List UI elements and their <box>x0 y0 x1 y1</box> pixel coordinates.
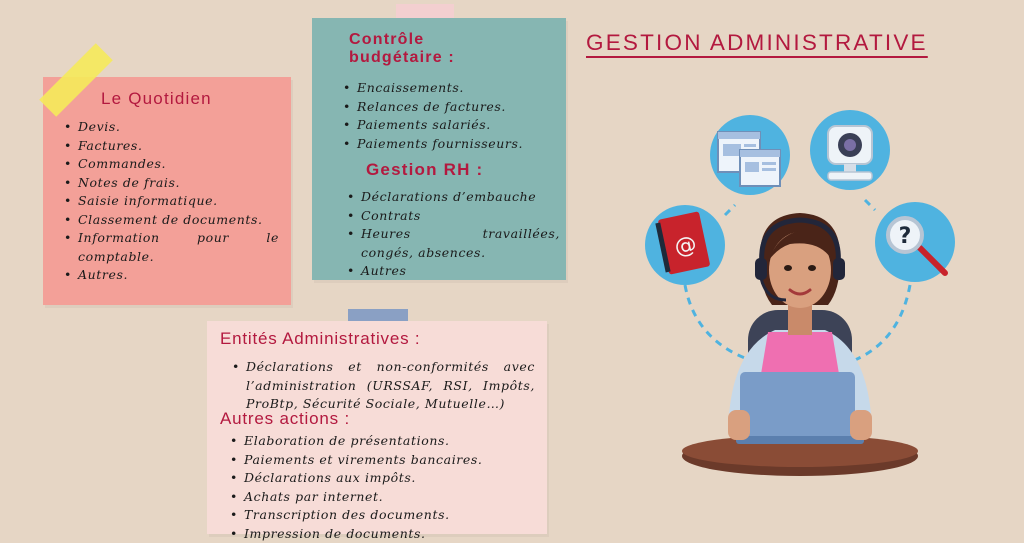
actions-heading: Autres actions : <box>220 409 350 429</box>
list-item: • Déclarations aux impôts. <box>227 469 537 488</box>
list-item: • Elaboration de présentations. <box>227 432 537 451</box>
budget-list <box>340 79 560 153</box>
entites-heading: Entités Administratives : <box>220 329 420 349</box>
laptop <box>740 372 855 444</box>
list-item-continuation: congés, absences. <box>344 244 560 263</box>
quotidien-note <box>43 77 291 305</box>
quotidien-heading: Le Quotidien <box>101 89 212 109</box>
budget-heading-line: budgétaire : <box>349 49 539 67</box>
address-book-icon <box>645 205 725 285</box>
web-pages-icon <box>710 115 790 195</box>
list-item: • Heures travaillées, <box>344 225 560 244</box>
budget-heading-line: Contrôle <box>349 31 539 49</box>
list-item: • Saisie informatique. <box>61 192 279 211</box>
list-item: • Achats par internet. <box>227 488 537 507</box>
svg-text:@: @ <box>672 232 699 261</box>
list-item: • Factures. <box>61 137 279 156</box>
office-worker-illustration <box>640 110 980 480</box>
list-item: • Transcription des documents. <box>227 506 537 525</box>
rh-list <box>344 188 560 281</box>
list-item: • Déclarations et non-conformités avec l’administration (URSSAF, RSI, Impôts, ProBtp, Sécurité Sociale, Mutuelle…) <box>229 358 535 414</box>
list-item: • Paiements et virements bancaires. <box>227 451 537 470</box>
rh-heading: Gestion RH : <box>366 160 483 180</box>
budget-heading <box>349 31 539 67</box>
list-item: • Autres. <box>61 266 279 285</box>
list-item: • Autres <box>344 262 560 281</box>
list-item: • Classement de documents. <box>61 211 279 230</box>
entites-list <box>229 358 535 414</box>
list-item: • Commandes. <box>61 155 279 174</box>
search-question-icon <box>875 202 955 282</box>
list-item: • Relances de factures. <box>340 98 560 117</box>
list-item: • Devis. <box>61 118 279 137</box>
list-item-continuation: comptable. <box>61 248 279 267</box>
list-item: • Paiements fournisseurs. <box>340 135 560 154</box>
webcam-icon <box>810 110 890 190</box>
quotidien-list <box>61 118 279 285</box>
svg-text:?: ? <box>899 224 912 249</box>
budget-note <box>312 18 566 280</box>
entites-note <box>207 321 547 534</box>
list-item: • Déclarations d’embauche <box>344 188 560 207</box>
page-title: GESTION ADMINISTRATIVE <box>586 30 928 56</box>
list-item: • Contrats <box>344 207 560 226</box>
actions-list <box>227 432 537 543</box>
list-item: • Impression de documents. <box>227 525 537 543</box>
list-item: • Information pour le <box>61 229 279 248</box>
list-item: • Notes de frais. <box>61 174 279 193</box>
list-item: • Encaissements. <box>340 79 560 98</box>
list-item: • Paiements salariés. <box>340 116 560 135</box>
